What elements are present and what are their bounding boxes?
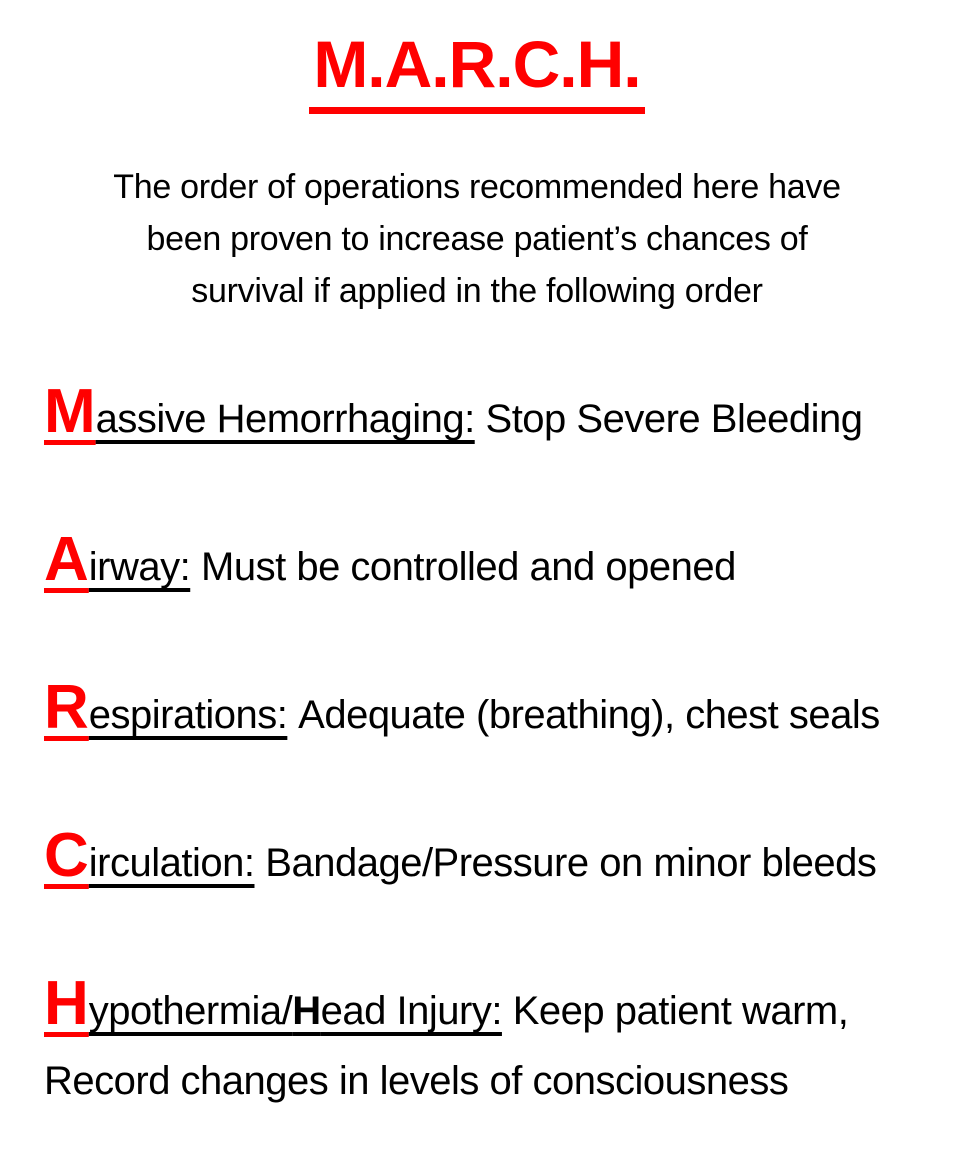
item-initial-letter: A	[44, 525, 89, 594]
item-term: irculation:	[88, 841, 255, 885]
intro-line-1: The order of operations recommended here have	[113, 168, 841, 206]
march-item-respirations	[44, 673, 944, 756]
march-item-massive-hemorrhaging	[44, 377, 944, 460]
item-description: Keep patient warm,	[512, 989, 849, 1033]
item-initial-letter: M	[44, 377, 96, 446]
march-item-airway	[44, 525, 944, 608]
item-line	[44, 377, 944, 454]
item-line	[44, 821, 944, 898]
item-term-bold: H	[292, 989, 321, 1033]
march-item-hypothermia-head-injury	[44, 969, 944, 1110]
title-container	[0, 27, 954, 114]
intro-line-2: been proven to increase patient’s chances of	[146, 220, 808, 258]
item-description: Adequate (breathing), chest seals	[298, 693, 880, 737]
item-description: Must be controlled and opened	[201, 545, 736, 589]
intro-line-3: survival if applied in the following order	[191, 272, 763, 310]
item-term-cont: ead Injury:	[320, 989, 502, 1033]
item-term: irway:	[88, 545, 191, 589]
march-item-circulation	[44, 821, 944, 904]
item-term: ypothermia/	[88, 989, 293, 1033]
item-initial-letter: C	[44, 821, 89, 890]
item-line	[44, 969, 944, 1046]
item-term: espirations:	[88, 693, 288, 737]
item-line	[44, 673, 944, 750]
page-title: M.A.R.C.H.	[309, 30, 644, 114]
item-line	[44, 525, 944, 602]
item-description-line2: Record changes in levels of consciousness	[44, 1059, 789, 1103]
item-initial-letter: R	[44, 673, 89, 742]
item-initial-letter: H	[44, 969, 89, 1038]
item-term: assive Hemorrhaging:	[95, 397, 475, 441]
intro-paragraph	[0, 161, 954, 317]
item-description: Stop Severe Bleeding	[485, 397, 863, 441]
item-description: Bandage/Pressure on minor bleeds	[265, 841, 877, 885]
